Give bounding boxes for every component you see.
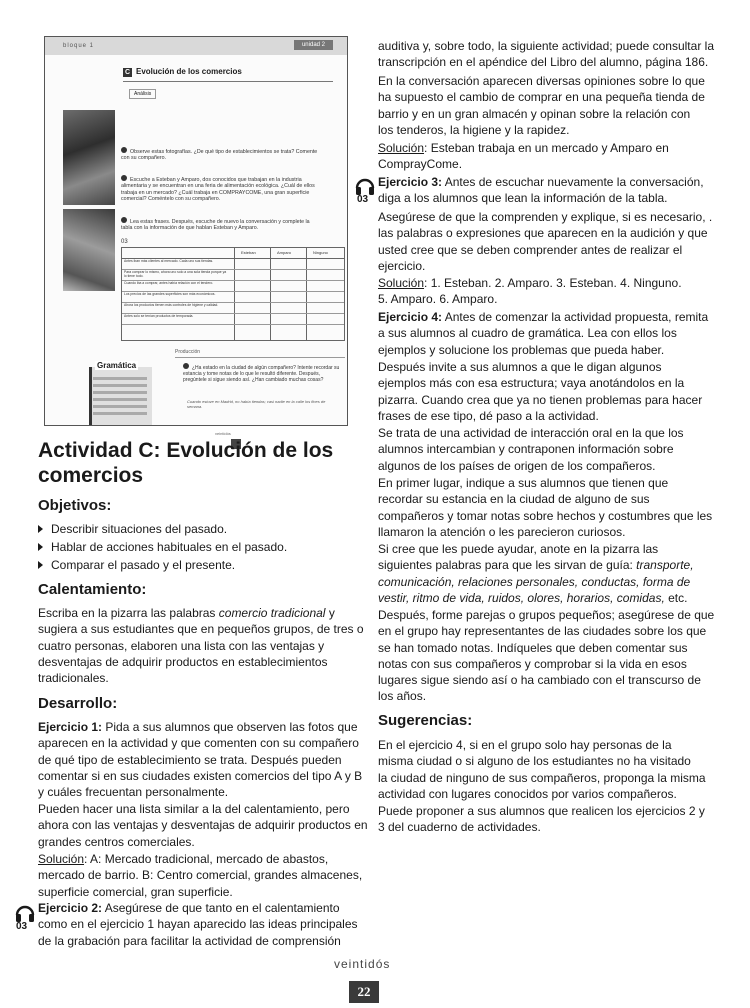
ejercicio-4 xyxy=(378,309,708,358)
solucion-label: Solución xyxy=(378,276,425,290)
thumbnail-exercise-2-text: Escuche a Esteban y Amparo, dos conocidos que trabajan en la industria alimentaria y se encuentran en una feria de alimentación ecológica. ¿Cuál de ellos trabaja en un mercado? ¿Cuál trabaja en COMPRAYCOME, una gran superficie comercial? Coméntelo con su compañero. xyxy=(121,177,315,203)
text-span: comercio tradicional xyxy=(218,606,326,620)
text-line: lugares sigue siendo así o ha cambiado con el transcurso de xyxy=(378,673,701,688)
solucion-label: Solución xyxy=(378,141,425,155)
thumbnail-exercise-2 xyxy=(121,175,321,203)
thumbnail-unit-label: unidad 2 xyxy=(294,40,333,50)
objective-text: Hablar de acciones habituales en el pasado. xyxy=(51,540,288,554)
text-line xyxy=(378,140,669,156)
thumbnail-row-text: Cuando iba a comprar, antes había relación con el tendero. xyxy=(124,281,214,285)
text-line xyxy=(38,605,364,621)
track-number: 03 xyxy=(16,921,28,932)
thumbnail-exercise-4-example: Cuando estuve en Madrid, no había tiendas; casi nadie en la calle los fines de semana. xyxy=(187,399,326,409)
page-footer-word: veintidós xyxy=(334,957,391,971)
text-line: diga a los alumnos que lean la información de la tabla. xyxy=(378,191,668,206)
text-line xyxy=(38,719,362,735)
exercise-number-icon xyxy=(121,147,127,153)
bullet-triangle-icon xyxy=(38,561,43,569)
page-number: 22 xyxy=(349,981,379,1003)
text-line: cuatro personas, elaboren una lista con las ventajas y xyxy=(38,638,325,653)
thumbnail-row-text: Para comprar lo mismo, ahora uno solo a una sola tienda porque ya lo tiene todo. xyxy=(124,270,227,278)
text-line: las palabras o expresiones que aparecen en la audición y que xyxy=(378,226,708,241)
text-line: alumnos intercambian y contraponen información sobre xyxy=(378,442,674,457)
text-line: Después, forme parejas o grupos pequeños; asegúrese de que xyxy=(378,608,715,622)
right-paragraph-10 xyxy=(378,803,705,836)
thumbnail-block-label: bloque 1 xyxy=(63,43,95,49)
text-line: Puede proponer a sus alumnos que realicen los ejercicios 2 y xyxy=(378,804,705,818)
text-line: algunos de los países de origen de los compañeros. xyxy=(378,458,656,473)
objective-item xyxy=(38,539,287,555)
text-line: Asegúrese de que la comprenden y explique, si es necesario, . xyxy=(378,210,713,224)
text-line: mercado de barrio. B: Centro comercial, grandes almacenes, xyxy=(38,868,363,883)
ejercicio-3-label: Ejercicio 3: xyxy=(378,175,443,189)
calentamiento-text xyxy=(38,605,364,686)
exercise-number-icon xyxy=(121,175,127,181)
objective-text: Comparar el pasado y el presente. xyxy=(51,558,236,572)
thumbnail-row-text: Antes solo se tenían productos de temporada. xyxy=(124,314,194,318)
objective-item xyxy=(38,557,235,573)
guide-words: comunicación, relaciones personales, conductas, forma de xyxy=(378,574,691,589)
text-line: ha supuesto el cambio de comprar en una pequeña tienda de xyxy=(378,90,705,105)
sugerencias-title: Sugerencias: xyxy=(378,712,473,729)
solucion-label: Solución xyxy=(38,852,85,866)
text-line: barrio y en un gran almacén y opinan sobre la relación con xyxy=(378,106,691,121)
text-line: En primer lugar, indique a sus alumnos que tienen que xyxy=(378,476,669,490)
text-line: de qué tipo de establecimiento se trata. Después pueden xyxy=(38,752,342,767)
text-line xyxy=(38,851,362,867)
thumbnail-table-row xyxy=(122,313,344,325)
right-paragraph-9 xyxy=(378,737,706,802)
ejercicio-1-continued xyxy=(38,801,368,850)
text-line: superficie comercial, gran superficie. xyxy=(38,884,233,899)
ejercicio-4-label: Ejercicio 4: xyxy=(378,310,443,324)
text-line: usted cree que se deben comprender antes de realizar el xyxy=(378,242,683,257)
solucion-3 xyxy=(378,275,682,308)
text-span: Pida a sus alumnos que observen las fotos que xyxy=(102,720,358,734)
right-paragraph-8 xyxy=(378,607,714,705)
track-number: 03 xyxy=(357,194,369,205)
thumbnail-rule xyxy=(123,81,333,82)
text-line: notas con sus compañeros y comprobar si la vida en esos xyxy=(378,656,687,671)
text-line: tradicionales. xyxy=(38,671,109,686)
text-line: 5. Amparo. 6. Amparo. xyxy=(378,292,498,307)
text-line: la ciudad de ninguno de sus compañeros, proponga la misma xyxy=(378,770,706,785)
thumbnail-row-text: Ahora los productos tienen más controles de higiene y calidad. xyxy=(124,303,219,307)
right-paragraph-6 xyxy=(378,475,712,540)
text-line: 3 del cuaderno de actividades. xyxy=(378,820,541,835)
text-span: Escriba en la pizarra las palabras xyxy=(38,606,219,620)
exercise-number-icon xyxy=(183,363,189,369)
text-line: comentar si en sus ciudades existen comercios del tipo A y B xyxy=(38,768,363,783)
ejercicio-2-label: Ejercicio 2: xyxy=(38,901,103,915)
thumbnail-letter: C xyxy=(124,69,131,76)
text-line: desventajas de adquirir productos en establecimientos xyxy=(38,654,328,669)
text-line: ejemplos más con esa estructura; vaya anotándolos en la xyxy=(378,376,685,391)
text-line: de la grabación para facilitar la actividad de comprensión xyxy=(38,933,341,948)
text-line: Después invite a sus alumnos a que le digan algunos xyxy=(378,360,662,374)
text-line xyxy=(378,275,682,291)
thumbnail-grammar-title: Gramática xyxy=(97,361,137,370)
text-line: En la conversación aparecen diversas opiniones sobre lo que xyxy=(378,74,705,88)
objetivos-title: Objetivos: xyxy=(38,497,112,514)
text-line: ComprayCome. xyxy=(378,157,463,172)
thumbnail-row-text: Los precios de las grandes superficies son más económicos. xyxy=(124,292,216,296)
thumbnail-col-esteban: Esteban xyxy=(241,250,256,255)
text-line: llamaron la atención o les parecieron curiosos. xyxy=(378,524,626,539)
text-line: actividad con lugares conocidos por varios compañeros. xyxy=(378,786,677,801)
thumbnail-footer: veintidós xyxy=(215,431,231,436)
text-line: Se trata de una actividad de interacción oral en la que los xyxy=(378,426,684,440)
thumbnail-exercise-3-text: Lea estas frases. Después, escuche de nuevo la conversación y complete la tabla con la información de que hablan Esteban y Amparo. xyxy=(121,219,310,232)
student-book-thumbnail xyxy=(44,36,348,436)
thumbnail-title-text: Evolución de los comercios xyxy=(136,67,242,76)
calentamiento-title: Calentamiento: xyxy=(38,581,147,598)
text-line: pizarra. Cuando crea que ya no tienen problemas para hacer xyxy=(378,392,703,407)
text-line: misma ciudad o si alguno de los estudiantes no ha visitado xyxy=(378,754,691,769)
guide-words: transporte, xyxy=(636,558,694,573)
text-line: y cuáles frecuentan personalmente. xyxy=(38,785,229,800)
text-line: se han tomado notas. Indíqueles que deben comentar sus xyxy=(378,640,688,655)
activity-heading: Actividad C: Evolución de los comercios xyxy=(38,439,334,487)
text-line: los años. xyxy=(378,689,427,704)
text-line: compañeros y tomar notas sobre hechos y costumbres que les xyxy=(378,508,713,523)
text-line xyxy=(378,590,694,606)
thumbnail-exercise-1-text: Observe estas fotografías. ¿De qué tipo de establecimientos se trata? Comente con su compañero. xyxy=(121,149,318,162)
text-line xyxy=(38,900,358,916)
text-line: En el ejercicio 4, si en el grupo solo hay personas de la xyxy=(378,738,672,752)
text-line: en el grupo hay representantes de las ciudades sobre los que xyxy=(378,624,707,639)
text-line: auditiva y, sobre todo, la siguiente actividad; puede consultar la xyxy=(378,39,714,53)
text-span: Asegúrese de que tanto en el calentamiento xyxy=(102,901,340,915)
text-line: transcripción en el apéndice del Libro del alumno, página 186. xyxy=(378,55,709,70)
thumbnail-title xyxy=(123,67,242,77)
objective-item xyxy=(38,521,227,537)
bullet-triangle-icon xyxy=(38,543,43,551)
ejercicio-1-label: Ejercicio 1: xyxy=(38,720,103,734)
text-line: recordar su estancia en la ciudad de alguno de sus xyxy=(378,492,650,507)
right-paragraph-2 xyxy=(378,73,705,138)
text-span: Antes de escuchar nuevamente la conversación, xyxy=(442,175,704,189)
thumbnail-track-number: 03 xyxy=(121,239,128,245)
department-store-photo xyxy=(63,209,115,291)
text-line: Pueden hacer una lista similar a la del calentamiento, pero xyxy=(38,802,350,816)
thumbnail-production-rule xyxy=(175,357,345,358)
right-paragraph-3 xyxy=(378,209,712,274)
market-photo xyxy=(63,110,115,205)
text-line: Si cree que les puede ayudar, anote en la pizarra las xyxy=(378,542,659,556)
guide-words: vestir, ritmo de vida, ruidos, olores, horarios, comidas, xyxy=(378,590,665,605)
text-span: : 1. Esteban. 2. Amparo. 3. Esteban. 4. Ninguno. xyxy=(424,276,682,290)
text-span: : A: Mercado tradicional, mercado de abastos, xyxy=(84,852,329,866)
thumbnail-exercise-1 xyxy=(121,147,321,162)
text-span: : Esteban trabaja en un mercado y Amparo en xyxy=(424,141,669,155)
text-line xyxy=(378,174,704,190)
text-line: aparecen en la actividad y que comenten con su compañero xyxy=(38,736,359,751)
ejercicio-1 xyxy=(38,719,362,800)
thumbnail-production-label: Producción xyxy=(175,349,201,355)
text-line: grandes centros comerciales. xyxy=(38,834,195,849)
thumbnail-exercise-4-text: ¿Ha estado en la ciudad de algún compañero? Intente recordar su estancia y tome notas de lo que le resultó diferente. Después, pregúntele si sigue siendo así. ¿Han cambiado muchas cosas? xyxy=(183,365,340,384)
text-line: ejercicio. xyxy=(378,258,426,273)
text-line: ahora con las ventajas y desventajas de adquirir productos en xyxy=(38,818,368,833)
thumbnail-col-ninguno: Ninguno xyxy=(313,250,328,255)
text-line: ejemplos y solucione los problemas que pueda haber. xyxy=(378,342,665,357)
text-span: y xyxy=(325,606,335,620)
text-span: siguientes palabras para que les sirvan de guía: xyxy=(378,558,637,573)
exercise-number-icon xyxy=(121,217,127,223)
solucion-2 xyxy=(378,140,669,173)
text-line xyxy=(378,309,708,325)
text-line: frases de ese tipo, dé paso a la actividad. xyxy=(378,408,599,423)
text-span: etc. xyxy=(664,590,688,605)
thumbnail-col-amparo: Amparo xyxy=(277,250,292,255)
thumbnail-tag: Análisis xyxy=(129,89,156,99)
text-span: Antes de comenzar la actividad propuesta, remita xyxy=(442,310,709,324)
ejercicio-3 xyxy=(378,174,704,207)
text-line: a sus alumnos al cuadro de gramática. Lea con ellos los xyxy=(378,326,677,341)
desarrollo-title: Desarrollo: xyxy=(38,695,118,712)
text-line: como en el ejercicio 1 hayan aparecido las ideas principales xyxy=(38,917,358,932)
ejercicio-2 xyxy=(38,900,358,949)
right-paragraph-5 xyxy=(378,425,684,474)
thumbnail-grammar-lines xyxy=(93,377,147,419)
thumbnail-exercise-4 xyxy=(183,363,343,384)
bullet-triangle-icon xyxy=(38,525,43,533)
thumbnail-row-text: Antes iban más clientes al mercado. Cada uno sus tiendas. xyxy=(124,259,214,263)
thumbnail-table xyxy=(121,247,345,341)
thumbnail-exercise-3 xyxy=(121,217,321,232)
right-paragraph-1 xyxy=(378,38,714,71)
text-line: los tenderos, la higiene y la rapidez. xyxy=(378,122,570,137)
text-line: sugiera a sus estudiantes que en pequeños grupos, de tres o xyxy=(38,622,364,637)
text-line xyxy=(378,557,694,573)
objective-text: Describir situaciones del pasado. xyxy=(51,522,228,536)
right-paragraph-7 xyxy=(378,541,694,606)
solucion-1 xyxy=(38,851,362,900)
right-paragraph-4 xyxy=(378,359,702,424)
